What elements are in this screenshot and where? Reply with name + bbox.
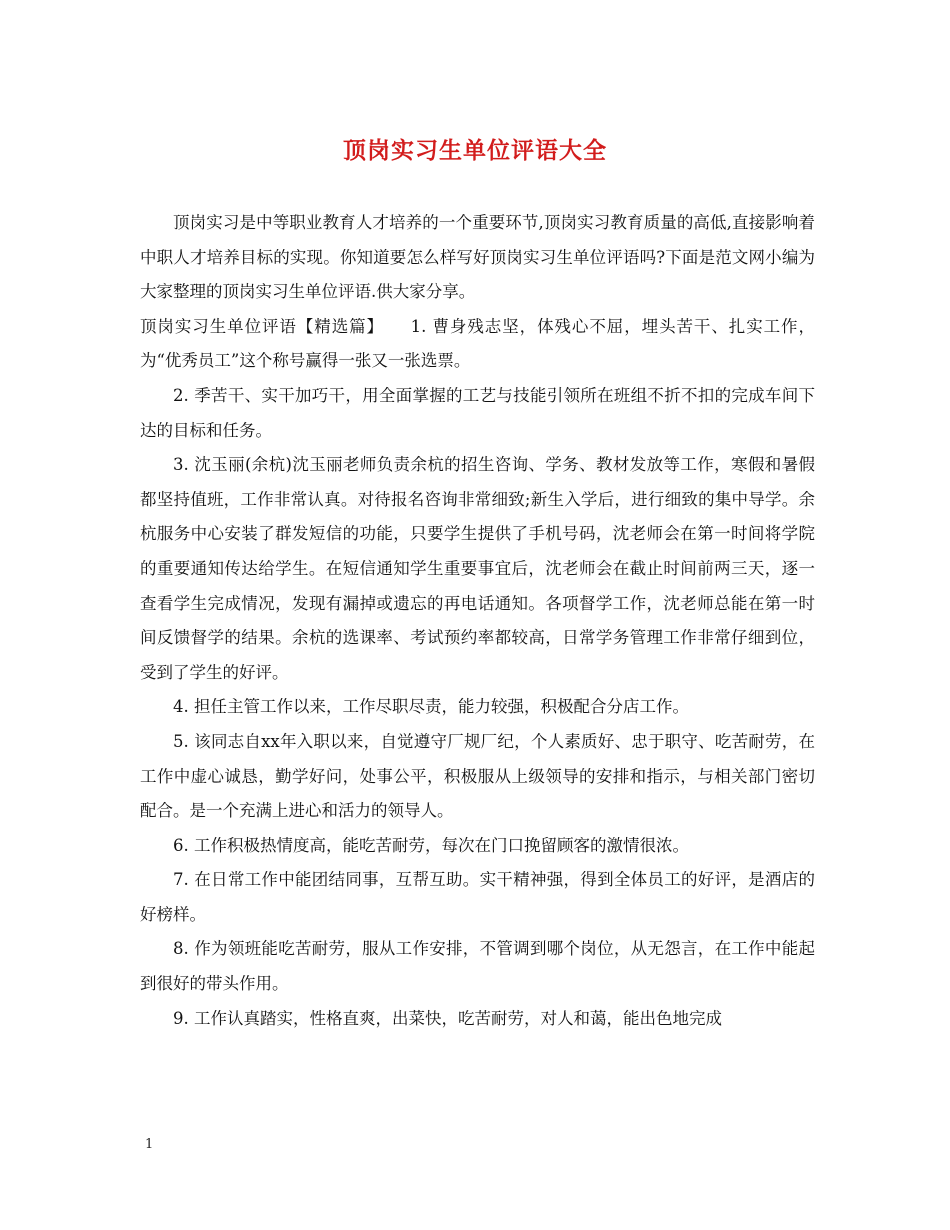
comment-item-3: 3. 沈玉丽(余杭)沈玉丽老师负责余杭的招生咨询、学务、教材发放等工作，寒假和暑假都坚持值班，工作非常认真。对待报名咨询非常细致;新生入学后，进行细致的集中导学。余杭服务中心安装了群发短信的功能，只要学生提供了手机号码，沈老师会在第一时间将学院的重要通知传达给学生。在短信通知学生重要事宜后，沈老师会在截止时间前两三天，逐一查看学生完成情况，发现有漏掉或遗忘的再电话通知。各项督学工作，沈老师总能在第一时间反馈督学的结果。余杭的选课率、考试预约率都较高，日常学务管理工作非常仔细到位，受到了学生的好评。 (140, 455, 815, 682)
document-body (140, 206, 815, 1036)
comment-item-2: 2. 季苦干、实干加巧干，用全面掌握的工艺与技能引领所在班组不折不扣的完成车间下达的目标和任务。 (140, 385, 815, 440)
comment-item-9: 9. 工作认真踏实，性格直爽，出菜快，吃苦耐劳，对人和蔼，能出色地完成 (173, 1008, 722, 1028)
comment-item-8: 8. 作为领班能吃苦耐劳，服从工作安排，不管调到哪个岗位，从无怨言，在工作中能起到很好的带头作用。 (140, 939, 815, 994)
comment-item-7: 7. 在日常工作中能团结同事，互帮互助。实干精神强，得到全体员工的好评，是酒店的好榜样。 (140, 870, 815, 924)
comment-item-6: 6. 工作积极热情度高，能吃苦耐劳，每次在门口挽留顾客的激情很浓。 (173, 835, 689, 855)
comment-item-5: 5. 该同志自xx年入职以来，自觉遵守厂规厂纪，个人素质好、忠于职守、吃苦耐劳，在工作中虚心诚恳，勤学好问，处事公平，积极服从上级领导的安排和指示，与相关部门密切配合。是一个充满上进心和活力的领导人。 (140, 731, 815, 821)
document-title: 顶岗实习生单位评语大全 (343, 137, 607, 164)
section-heading-paragraph: 顶岗实习生单位评语【精选篇】 1. 曹身残志坚，体残心不屈，埋头苦干、扎实工作，为“优秀员工”这个称号赢得一张又一张选票。 (140, 316, 815, 371)
comment-item-4: 4. 担任主管工作以来，工作尽职尽责，能力较强，积极配合分店工作。 (173, 697, 689, 717)
page-number: 1 (145, 1137, 154, 1152)
intro-paragraph: 顶岗实习是中等职业教育人才培养的一个重要环节,顶岗实习教育质量的高低,直接影响着中职人才培养目标的实现。你知道要怎么样写好顶岗实习生单位评语吗?下面是范文网小编为大家整理的顶岗实习生单位评语.供大家分享。 (140, 213, 815, 302)
